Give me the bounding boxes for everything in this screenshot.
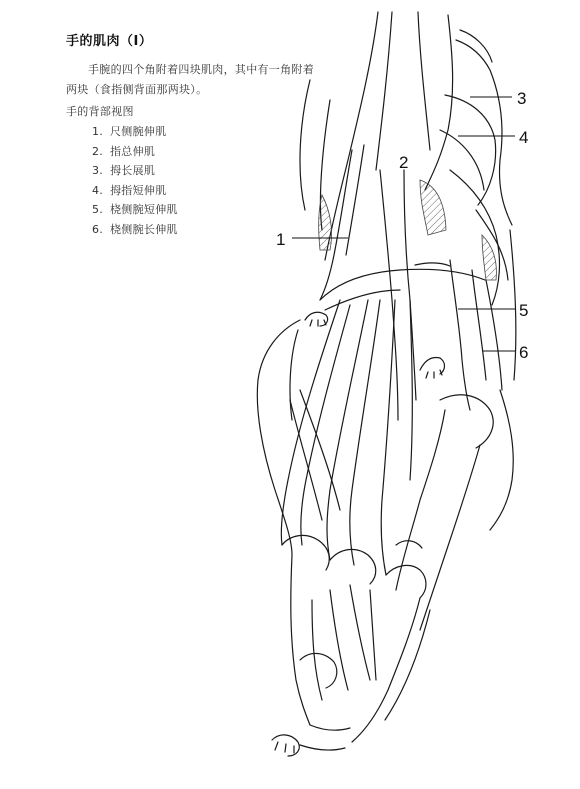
legend-number: 3. [92, 164, 104, 178]
figure-label-6: 6 [519, 343, 529, 362]
legend-number: 1. [92, 125, 104, 138]
intro-paragraph: 手腕的四个角附着四块肌肉，其中有一角附着两块（食指侧背面那两块）。 [66, 63, 314, 96]
legend-label: 拇长展肌 [110, 164, 156, 178]
view-heading: 手的背部视图 [66, 105, 134, 118]
legend-number: 5. [92, 203, 104, 217]
figure-label-3: 3 [517, 89, 527, 108]
legend-label: 尺侧腕伸肌 [110, 125, 167, 138]
figure-label-4: 4 [519, 128, 529, 147]
legend-label: 指总伸肌 [110, 144, 156, 158]
legend-number: 6. [92, 222, 104, 236]
hand-outline [257, 12, 516, 756]
figure-label-5: 5 [519, 301, 529, 320]
legend-label: 桡侧腕长伸肌 [110, 222, 178, 236]
legend-label: 桡侧腕短伸肌 [110, 203, 178, 217]
figure-label-1: 1 [276, 230, 286, 249]
legend-number: 2. [92, 144, 104, 158]
legend-number: 4. [92, 183, 104, 197]
legend-label: 拇指短伸肌 [110, 183, 167, 197]
page-title: 手的肌肉（I） [66, 34, 153, 49]
figure-label-2: 2 [399, 153, 409, 172]
